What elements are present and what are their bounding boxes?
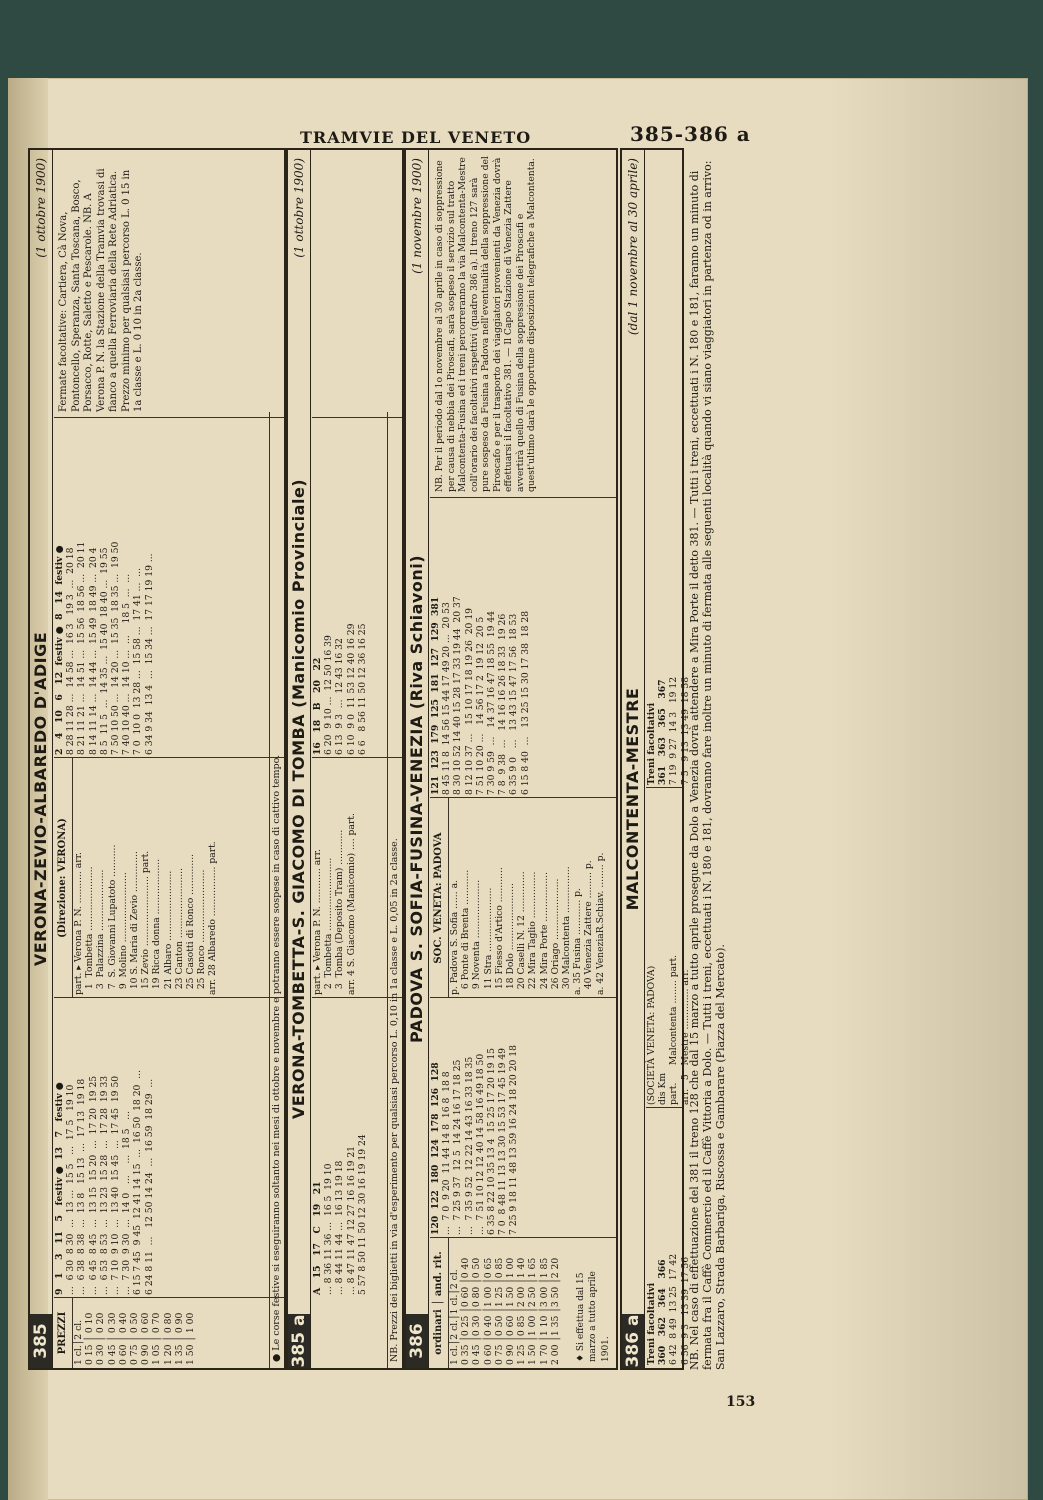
trains-list bbox=[54, 418, 155, 758]
table-row: 10 S. Maria di Zevio .............. bbox=[129, 851, 141, 995]
section-body bbox=[54, 150, 284, 1368]
table-row: 6 56 9 3 13 39 17 56 bbox=[679, 1256, 691, 1365]
table-row: 120 122 180 124 178 126 128 bbox=[430, 1062, 441, 1235]
table-row: 1 70 │1 10 │3 00 │1 85 bbox=[538, 1257, 550, 1365]
stations-list bbox=[312, 758, 357, 998]
table-row: 7 0 8 48 11 13 13 30 15 53 17 45 19 49 bbox=[497, 1047, 509, 1235]
table-row: 0 75 │ 0 50 bbox=[129, 1312, 141, 1365]
table-row: A 15 17 C 19 21 bbox=[312, 1181, 323, 1295]
table-row: 8 21 11 21 ... 14 51 ... 15 56 18 56 ... 20 11 bbox=[76, 541, 88, 755]
running-header-right: 385-386 a bbox=[630, 122, 751, 146]
prices-column bbox=[430, 1237, 616, 1368]
table-row: arr. 4 S. Giacomo (Manicomio) .... part. bbox=[345, 813, 357, 995]
table-row: 22 Mira Taglio ................ bbox=[527, 871, 539, 995]
section-title: MALCONTENTA-MESTRE bbox=[623, 687, 642, 911]
table-row: 6 Ponte di Brenta ............ bbox=[460, 869, 472, 995]
table-row: 6 34 9 34 13 4 ... 15 34 ... 17 17 19 19 ... bbox=[143, 553, 155, 755]
right-train-numbers: 361 363 365 367 bbox=[657, 679, 669, 785]
trains-outbound bbox=[54, 997, 284, 1298]
prices-column bbox=[54, 1297, 284, 1368]
section-date: (1 ottobre 1900) bbox=[292, 158, 306, 258]
table-row: ... 6 45 8 45 ... 13 15 15 20 ... 17 20 19 25 bbox=[87, 1075, 99, 1295]
table-row: a. 35 Fusina ............ p. bbox=[572, 888, 584, 995]
right-head: Treni facoltativi bbox=[646, 702, 657, 785]
table-row: 7 40 10 40 ... 14 10 ... ... 18 5 ... ... bbox=[121, 573, 133, 755]
timetable-rotated bbox=[28, 148, 730, 1370]
section-number: 385 a bbox=[289, 1314, 309, 1368]
left-trains bbox=[646, 1107, 691, 1368]
table-row: 7 51 10 20 ... 14 56 17 2 19 12 20 5 bbox=[474, 616, 486, 795]
prices-list bbox=[73, 1298, 196, 1368]
table-row: 1 05 │ 0 70 bbox=[151, 1312, 163, 1365]
trains-list bbox=[312, 998, 368, 1298]
table-row: 121 123 179 125 181 127 129 381 bbox=[430, 596, 441, 795]
section-number: 385 bbox=[30, 1314, 52, 1368]
table-row: 24 Mira Porte ................. bbox=[538, 871, 550, 995]
rotated-timetable-frame bbox=[28, 148, 730, 1370]
section-386 bbox=[404, 148, 618, 1370]
stations-list bbox=[73, 758, 219, 998]
section-header bbox=[288, 150, 311, 1368]
table-row: part. Malcontenta ........ part. bbox=[668, 954, 680, 1105]
stations-list bbox=[449, 798, 606, 998]
section-385a bbox=[286, 148, 404, 1370]
table-row: 21 Albaro ........................ bbox=[162, 870, 174, 995]
stations-column bbox=[54, 757, 284, 998]
table-row: arr. 28 Albaredo ................. part. bbox=[207, 841, 219, 995]
table-row: 1 50 │1 00 │2 50 │1 65 bbox=[527, 1257, 539, 1365]
table-row: 0 45 │ 0 30 bbox=[106, 1312, 118, 1365]
table-row: 5 57 8 50 11 50 12 30 16 19 19 24 bbox=[356, 1134, 368, 1295]
section-number: 386 a bbox=[623, 1314, 643, 1368]
trains-outbound bbox=[430, 997, 616, 1238]
table-row: 6 15 7 45 9 45 12 41 14 15 ... 16 50 18 20 ... bbox=[132, 1070, 144, 1295]
side-note-text: Fermate facoltative: Cartiera, Cà Nova, Pontoncello, Speranza, Santa Toscana, Bosco, Porsacco, Rotte, Saletto e Pescarole. NB. A Verona P. N. la Stazione della Tramvia trovasi di fianco a quella Ferroviaria della Rete Adriatica. Prezzo minimo per qualsiasi percorso L. 0 15 in 1a classe e L. 0 10 in 2a classe. bbox=[58, 168, 144, 412]
direction-header: (Direzione: VERONA) bbox=[54, 758, 73, 998]
table-row: 8 14 11 14 ... 14 44 ... 15 49 18 49 ... 20 4 bbox=[87, 547, 99, 755]
table-row: 2 4 10 6 12 festiv ● 8 14 festiv ● bbox=[54, 545, 65, 755]
table-row: ... 7 0 9 20 11 44 14 8 16 8 18 8 bbox=[441, 1071, 453, 1235]
table-row: 23 Canton ........................ bbox=[173, 867, 185, 995]
table-row: 30 Malcontenta ................ bbox=[561, 866, 573, 995]
table-row: 6 20 9 10 ... 12 50 16 39 bbox=[323, 635, 335, 755]
section-body bbox=[430, 150, 616, 1368]
prices-header: ordinari │ and. rit. bbox=[430, 1238, 449, 1368]
section-title: PADOVA S. SOFIA-FUSINA-VENEZIA (Riva Schiavoni) bbox=[407, 554, 426, 1044]
table-row: 8 30 10 52 14 40 15 28 17 33 19 44 20 37 bbox=[452, 596, 464, 795]
table-row: 19 Ricca donna ................... bbox=[151, 858, 163, 995]
table-row: 7 0 10 0 13 28 ... 15 58 ... 17 41 ... ... bbox=[132, 568, 144, 755]
trains-return bbox=[54, 417, 284, 758]
table-row: ... 6 53 8 53 ... 13 23 15 28 ... 17 28 19 33 bbox=[98, 1075, 110, 1295]
trains-list bbox=[312, 418, 368, 758]
table-row: 1 25 │0 85 │2 00 │1 40 bbox=[516, 1257, 528, 1365]
table-row: 20 Caselli N. 12 .............. bbox=[516, 871, 528, 995]
table-row: ... 6 38 8 38 ... 13 8 15 13 ... 17 13 19 18 bbox=[76, 1078, 88, 1295]
table-row: 1 50 │ 1 00 bbox=[185, 1312, 197, 1365]
table-row: ... 7 10 9 10 ... 13 40 15 45 ... 17 45 19 50 bbox=[110, 1075, 122, 1295]
bottom-note: NB. Nel caso di effettuazione del 381 il treno 128 che dal 15 marzo a tutto aprile prosegue da Dolo a Venezia dovrà attendere a Mira Porte il detto 381. — Tutti i treni, eccettuati i N. 180 e 181, faranno un minuto di fermata fra il Caffè Commercio ed il Caffè Vittoria a Dolo. — Tutti i treni, eccettuati i N. 180 e 181, dovranno fare inoltre un minuto di fermata alle seguenti località quando vi siano viaggiatori in partenza od in arrivo: San Lazzaro, Strada Barbariga, Riscossa e Gambarare (Piazza del Mercato). bbox=[688, 160, 727, 1370]
table-row: 25 Ronco ......................... bbox=[196, 869, 208, 995]
table-row: 6 6 8 56 11 50 12 36 16 25 bbox=[356, 623, 368, 755]
section-body bbox=[312, 150, 402, 1368]
table-row: 8 45 11 8 14 56 15 44 17 49 20 ... 20 53 bbox=[441, 602, 453, 795]
table-row: 8 5 11 5 ... 14 35 ... 15 40 18 40 ... 19 55 bbox=[98, 547, 110, 755]
table-row: 6 35 8 22 10 35 13 4 15 25 17 20 19 15 bbox=[486, 1047, 498, 1235]
section-number: 386 bbox=[406, 1314, 428, 1368]
table-row: 1 35 │ 0 90 bbox=[173, 1312, 185, 1365]
footnote: ● Le corse festive si eseguiranno soltanto nei mesi di ottobre e novembre e potranno essere sospese in caso di cattivo tempo. bbox=[269, 412, 284, 1368]
table-row: 15 Fiesso d'Artico ............ bbox=[493, 867, 505, 995]
section-title: VERONA-TOMBETTA-S. GIACOMO DI TOMBA (Manicomio Provinciale) bbox=[289, 478, 308, 1120]
table-row: 6 10 9 0 11 53 12 40 16 29 bbox=[345, 623, 357, 755]
section-date: (1 novembre 1900) bbox=[410, 158, 424, 274]
table-row: ... 7 35 9 52 12 22 14 43 16 33 18 35 bbox=[463, 1056, 475, 1235]
side-note-text: NB. Per il periodo dal 1o novembre al 30 aprile in caso di soppressione per causa di nebbia dei Piroscafi, sarà sospeso il servizio sul tratto Malcontenta-Fusina ed i treni percorreranno la via Malcontenta-Mestre coll'orario dei facoltativi rispettivi (quadro 386 a). Il treno 127 sarà pure sospeso da Fusina a Padova nell'eventualità della soppressione del Piroscafo e per il trasporto dei viaggiatori provenienti da Venezia dovrà effettuarsi il facoltativo 381. — Il Capo Stazione di Venezia Zattere avvertirà quello di Fusina della soppressione dei Piroscafi e quest'ultimo darà le opportune disposizioni telegrafiche a Malcontenta. bbox=[434, 156, 537, 492]
trains-return bbox=[430, 497, 616, 798]
section-header bbox=[30, 150, 53, 1368]
table-row: 7 S. Giovanni Lupatoto ........... bbox=[106, 844, 118, 995]
table-row: 7 30 9 59 ... 14 37 16 47 18 55 19 44 bbox=[486, 610, 498, 795]
table-row: 9 Noventa .................... bbox=[471, 879, 483, 995]
page-edge-shadow bbox=[828, 78, 1028, 1500]
table-row: 1 20 │ 0 80 bbox=[162, 1312, 174, 1365]
table-row: 11 Stra ...................... bbox=[482, 887, 494, 995]
marzo-note: ♦ Si effettua dal 15 marzo a tutto aprile 1901. bbox=[575, 1271, 611, 1362]
table-row: 0 90 │0 60 │1 50 │1 00 bbox=[505, 1257, 517, 1365]
section-385 bbox=[28, 148, 286, 1370]
left-train-numbers: 360 362 364 366 bbox=[657, 1259, 669, 1365]
table-row: p. Padova S. Sofia ...... a. bbox=[449, 880, 460, 995]
table-row: 6 13 9 3 ... 12 43 16 32 bbox=[334, 638, 346, 755]
table-row: 9 Molino ........................ bbox=[117, 872, 129, 995]
table-row: 0 60 │0 40 │1 00 │0 65 bbox=[482, 1257, 494, 1365]
table-row: 3 Palazzina ..................... bbox=[95, 869, 107, 995]
table-row: 7 19 9 27 14 3 19 12 bbox=[668, 676, 680, 785]
table-row: ... 7 30 9 30 ... 14 0 ... ... 18 5 ... bbox=[121, 1110, 133, 1295]
table-row: ... 8 36 11 36 ... 16 5 19 10 bbox=[323, 1163, 335, 1295]
table-row: 40 Venezia Zattere ......... p. bbox=[583, 860, 595, 995]
table-row: 7 25 9 18 11 48 13 59 16 24 18 20 20 18 bbox=[508, 1045, 520, 1235]
table-row: ... 7 51 10 12 12 40 14 58 16 49 18 50 bbox=[474, 1053, 486, 1235]
operator-header: (SOCIETÀ VENETA: PADOVA) bbox=[646, 965, 657, 1105]
side-note bbox=[54, 150, 284, 418]
left-head: Treni facoltativi bbox=[646, 1282, 657, 1365]
section-date: (dal 1 novembre al 30 aprile) bbox=[626, 158, 640, 336]
right-trains bbox=[646, 488, 691, 788]
table-row: 0 35 │0 25 │0 60 │0 40 bbox=[460, 1257, 472, 1365]
table-row: 26 Oriago ..................... bbox=[549, 878, 561, 995]
table-row: 0 15 │ 0 10 bbox=[84, 1312, 96, 1365]
table-row: 9 1 3 11 5 festiv ● 13 7 festiv ● bbox=[54, 1082, 65, 1295]
table-row: 8 28 11 28 ... 14 58 ... 16 3 19 3 ... 20 18 bbox=[65, 547, 77, 755]
table-row: 0 45 │0 30 │0 80 │0 50 bbox=[471, 1257, 483, 1365]
stations-column bbox=[430, 797, 616, 998]
section-header bbox=[622, 150, 645, 1368]
running-header-left: TRAMVIE DEL VENETO bbox=[300, 128, 532, 147]
trains-list bbox=[54, 998, 155, 1298]
trains-list bbox=[430, 998, 520, 1238]
table-row: 7 5 9 13 13 49 18 58 bbox=[679, 676, 691, 785]
footnote: NB. Prezzi dei biglietti in via d'esperimento per qualsiasi percorso L. 0,10 in 1a classe e L. 0,05 in 2a classe. bbox=[387, 412, 402, 1368]
table-row: 6 35 9 0 ... 13 43 15 47 17 56 18 53 bbox=[508, 613, 520, 795]
prices-header: PREZZI bbox=[54, 1298, 73, 1368]
table-row: 1 cl.│2 cl.│1 cl.│2 cl. bbox=[449, 1269, 460, 1365]
table-row: 0 30 │ 0 20 bbox=[95, 1312, 107, 1365]
table-row: a. 42 VeneziaR.Schiav. ........ p. bbox=[594, 852, 606, 995]
section-date: (1 ottobre 1900) bbox=[34, 158, 48, 258]
table-row: 18 Dolo ....................... bbox=[505, 883, 517, 995]
table-row: 0 90 │ 0 60 bbox=[140, 1312, 152, 1365]
section-header bbox=[406, 150, 429, 1368]
page-number: 153 bbox=[726, 1394, 756, 1410]
table-row: arr. 5 Mestre .............. arr. bbox=[679, 969, 691, 1105]
table-row: 0 75 │0 50 │1 25 │0 85 bbox=[493, 1257, 505, 1365]
table-row: 1 Tombetta ...................... bbox=[84, 866, 96, 995]
table-row: 8 12 10 37 ... 15 10 17 18 19 26 20 19 bbox=[463, 607, 475, 795]
table-row: 15 Zevio ........................ part. bbox=[140, 850, 152, 995]
table-row: 6 15 8 40 ... 13 25 15 30 17 38 18 28 bbox=[519, 610, 531, 795]
table-row: ... 8 44 11 44 ... 16 13 19 18 bbox=[334, 1160, 346, 1295]
table-row: ... 6 30 8 30 ... 13 ... 15 5 ... 17 5 19 10 bbox=[65, 1084, 77, 1295]
table-row: 7 8 9 38 ... 14 16 16 26 18 33 19 26 bbox=[497, 613, 509, 795]
table-row: 2 00 │1 35 │3 50 │2 20 bbox=[549, 1257, 561, 1365]
km-header: dis Km bbox=[657, 1072, 669, 1105]
section-386a bbox=[620, 148, 691, 1370]
table-row: 6 42 8 49 13 25 17 42 bbox=[668, 1253, 680, 1365]
table-row: 3 Tomba (Deposito Tram) ............ bbox=[334, 829, 346, 995]
stations-column bbox=[646, 787, 691, 1108]
table-row: part. ▸ Verona P. N. ............ arr. bbox=[312, 849, 323, 995]
table-row: ... 8 47 11 47 12 27 16 16 19 21 bbox=[345, 1145, 357, 1295]
table-row: 16 18 B 20 22 bbox=[312, 657, 323, 755]
section-body bbox=[646, 150, 691, 1368]
table-row: 0 60 │ 0 40 bbox=[117, 1312, 129, 1365]
table-row: 6 24 8 11 ... 12 50 14 24 ... 16 59 18 29 ... bbox=[143, 1078, 155, 1295]
trains-list bbox=[430, 498, 531, 798]
operator-header: SOC. VENETA: PADOVA bbox=[430, 798, 449, 998]
table-row: 2 Tombetta ......................... bbox=[323, 857, 335, 995]
side-note bbox=[430, 150, 616, 498]
table-row: 1 cl.│2 cl. bbox=[73, 1319, 84, 1365]
section-title: VERONA-ZEVIO-ALBAREDO D'ADIGE bbox=[31, 631, 50, 967]
prices-list bbox=[449, 1238, 561, 1368]
table-row: ... 7 25 9 37 12 5 14 24 16 17 18 25 bbox=[452, 1059, 464, 1235]
table-row: 25 Casotti di Ronco .............. bbox=[185, 853, 197, 995]
table-row: 7 50 10 50 ... 14 20 ... 15 35 18 35 ... 19 50 bbox=[110, 541, 122, 755]
table-row: part. ▸ Verona P. N. ........... arr. bbox=[73, 852, 84, 995]
